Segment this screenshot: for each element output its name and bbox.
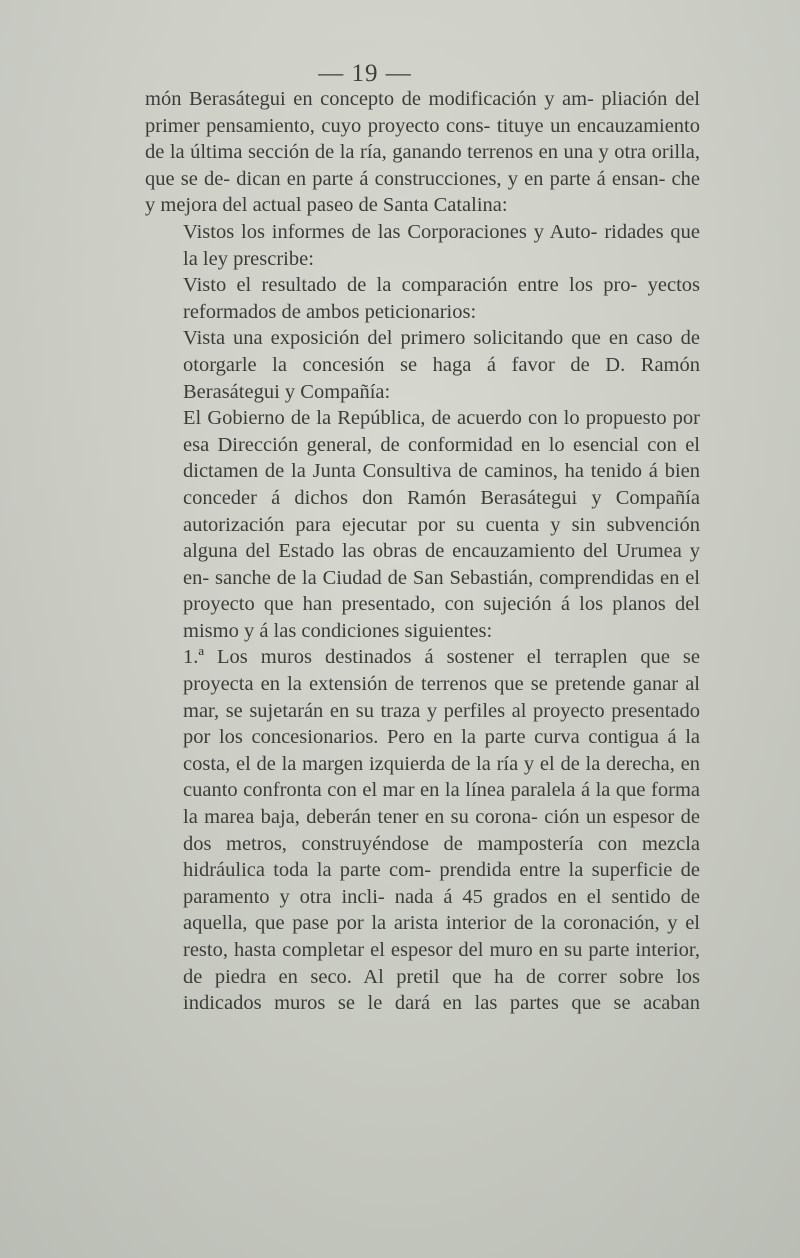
paragraph-visto-resultado: Visto el resultado de la comparación entre los pro- yectos reformados de ambos peticionarios: — [183, 274, 700, 323]
paragraph-condition-1: 1.ª Los muros destinados á sostener el terraplen que se proyecta en la extensión de terrenos que se pretende ganar al mar, se sujetarán en su traza y perfiles al proyecto presentado por los concesionarios. Pero en la parte curva contigua á la costa, el de la margen izquierda de la ría y el de la derecha, en cuanto confronta con el mar en la línea paralela á la que forma la marea baja, deberán tener en su corona- ción un espesor de dos metros, construyéndose de mampostería con mezcla hidráulica toda la parte com- prendida entre la superficie de paramento y otra incli- nada á 45 grados en el sentido de aquella, que pase por la arista interior de la coronación, y el resto, hasta completar el espesor del muro en su parte interior, de piedra en seco. Al pretil que ha de correr sobre los indicados muros se le dará en las partes que se acaban — [183, 646, 700, 1015]
page-number: — 19 — — [318, 60, 412, 87]
paragraph-vista-exposicion: Vista una exposición del primero solicitando que en caso de otorgarle la concesión se haga á favor de D. Ramón Berasátegui y Compañía: — [183, 327, 700, 403]
paragraph-gobierno: El Gobierno de la República, de acuerdo con lo propuesto por esa Dirección general, de conformidad en lo esencial con el dictamen de la Junta Consultiva de caminos, ha tenido á bien conceder á dichos don Ramón Berasátegui y Compañía autorización para ejecutar por su cuenta y sin subvención alguna del Estado las obras de encauzamiento del Urumea y en- sanche de la Ciudad de San Sebastián, comprendidas en el proyecto que han presentado, con sujeción á los planos del mismo y á las condiciones siguientes: — [183, 407, 700, 642]
body-text — [145, 86, 700, 1017]
paragraph-vistos-informes: Vistos los informes de las Corporaciones y Auto- ridades que la ley prescribe: — [183, 220, 700, 270]
paragraph-continuation: món Berasátegui en concepto de modificación y am- pliación del primer pensamiento, cuyo proyecto cons- tituye un encauzamiento de la última sección de la ría, ganando terrenos en una y otra orilla, que se de- dican en parte á construcciones, y en parte á ensan- che y mejora del actual paseo de Santa Catalina: — [145, 88, 700, 217]
